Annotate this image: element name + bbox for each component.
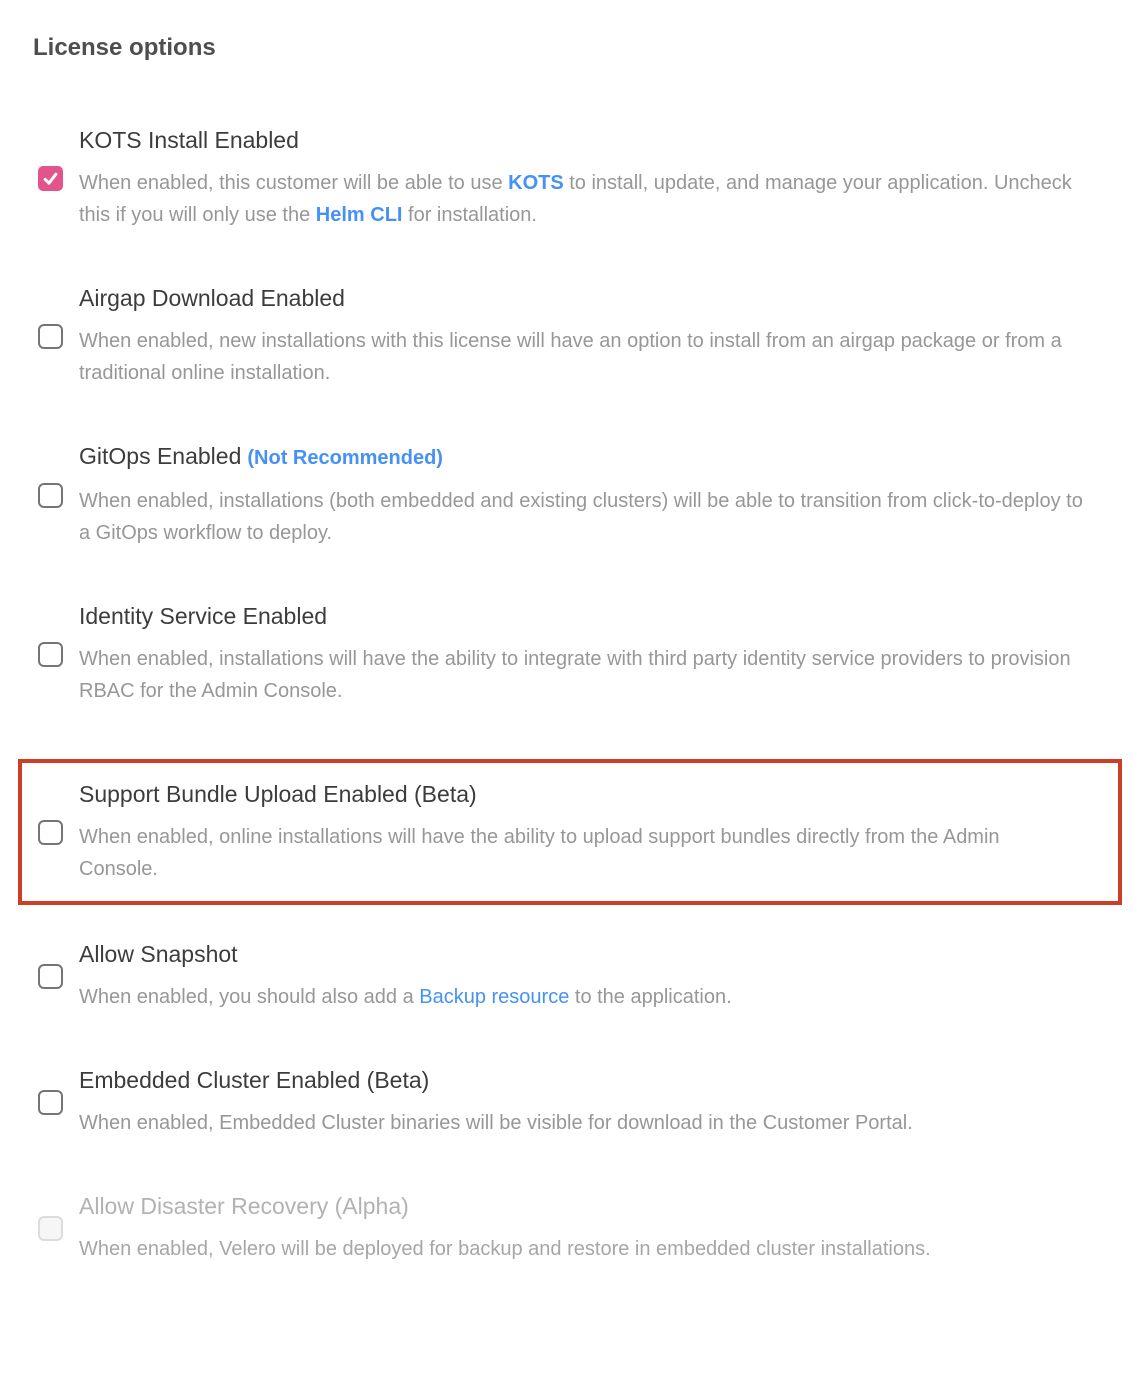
identity-service-enabled-description: [79, 643, 1084, 707]
checkbox-column: [33, 324, 79, 349]
description-text: to install, update, and manage your application. Uncheck this if you will only use the: [79, 172, 1072, 226]
support-bundle-upload-enabled-checkbox[interactable]: [38, 820, 63, 845]
backup-resource-link[interactable]: Backup resource: [419, 986, 570, 1008]
option-content: [79, 939, 1084, 1013]
option-title: [79, 1065, 1084, 1095]
option-title: [79, 939, 1084, 969]
option-title: [79, 441, 1084, 473]
checkbox-column: [33, 642, 79, 667]
option-content: [79, 1065, 1084, 1139]
option-title-text: Identity Service Enabled: [79, 603, 328, 629]
support-bundle-upload-enabled-description: [79, 821, 1084, 885]
option-row-gitops-enabled: [33, 441, 1102, 549]
kots-link[interactable]: KOTS: [508, 172, 564, 194]
option-title-text: Airgap Download Enabled: [79, 285, 345, 311]
description-text: to the application.: [569, 986, 732, 1008]
option-row-kots-install-enabled: [33, 125, 1102, 231]
checkbox-column: [33, 483, 79, 508]
option-content: [79, 601, 1084, 707]
checkbox-column: [33, 964, 79, 989]
checkmark-icon: [42, 170, 59, 187]
option-title-text: Support Bundle Upload Enabled (Beta): [79, 781, 477, 807]
description-text: When enabled, you should also add a: [79, 986, 420, 1008]
description-text: When enabled, this customer will be able to use: [79, 172, 509, 194]
allow-disaster-recovery-checkbox: [38, 1216, 63, 1241]
option-content: [79, 1191, 1084, 1265]
embedded-cluster-enabled-checkbox[interactable]: [38, 1090, 63, 1115]
description-text: When enabled, Embedded Cluster binaries will be visible for download in the Customer Portal.: [79, 1112, 913, 1134]
airgap-download-enabled-description: [79, 325, 1084, 389]
allow-snapshot-checkbox[interactable]: [38, 964, 63, 989]
helm-cli-link[interactable]: Helm CLI: [315, 204, 403, 226]
option-title: [79, 779, 1084, 809]
option-row-embedded-cluster-enabled: [33, 1065, 1102, 1139]
option-content: [79, 125, 1084, 231]
gitops-enabled-checkbox[interactable]: [38, 483, 63, 508]
description-text: When enabled, installations (both embedded and existing clusters) will be able to transition from click-to-deploy to a GitOps workflow to deploy.: [79, 490, 1083, 544]
option-title-text: Allow Snapshot: [79, 941, 238, 967]
description-text: for installation.: [402, 204, 537, 226]
option-row-airgap-download-enabled: [33, 283, 1102, 389]
option-content: [79, 441, 1084, 549]
description-text: When enabled, Velero will be deployed for backup and restore in embedded cluster installations.: [79, 1238, 931, 1260]
option-title-text: Allow Disaster Recovery (Alpha): [79, 1193, 409, 1219]
checkbox-column: [33, 166, 79, 191]
embedded-cluster-enabled-description: [79, 1107, 1084, 1139]
checkbox-column: [33, 1216, 79, 1241]
checkbox-column: [33, 1090, 79, 1115]
identity-service-enabled-checkbox[interactable]: [38, 642, 63, 667]
option-title: [79, 283, 1084, 313]
license-options-list: [33, 125, 1102, 1265]
page-title: License options: [33, 34, 216, 61]
description-text: When enabled, installations will have the ability to integrate with third party identity service providers to provision RBAC for the Admin Console.: [79, 648, 1071, 702]
option-row-identity-service-enabled: [33, 601, 1102, 707]
option-title: [79, 1191, 1084, 1221]
option-title-text: GitOps Enabled: [79, 443, 242, 469]
checkbox-column: [33, 820, 79, 845]
kots-install-enabled-description: [79, 167, 1084, 231]
option-row-allow-snapshot: [33, 939, 1102, 1013]
highlight-annotation-box: [18, 759, 1122, 905]
allow-disaster-recovery-description: [79, 1233, 1084, 1265]
option-content: [79, 779, 1084, 885]
option-row-allow-disaster-recovery: [33, 1191, 1102, 1265]
description-text: When enabled, online installations will have the ability to upload support bundles directly from the Admin Console.: [79, 826, 1000, 880]
description-text: When enabled, new installations with this license will have an option to install from an airgap package or from a traditional online installation.: [79, 330, 1062, 384]
option-title-text: Embedded Cluster Enabled (Beta): [79, 1067, 430, 1093]
option-title: [79, 125, 1084, 155]
option-title-text: KOTS Install Enabled: [79, 127, 299, 153]
allow-snapshot-description: [79, 981, 1084, 1013]
option-title: [79, 601, 1084, 631]
option-title-note: (Not Recommended): [247, 447, 443, 469]
gitops-enabled-description: [79, 485, 1084, 549]
option-content: [79, 283, 1084, 389]
kots-install-enabled-checkbox[interactable]: [38, 166, 63, 191]
airgap-download-enabled-checkbox[interactable]: [38, 324, 63, 349]
option-row-support-bundle-upload-enabled: [33, 779, 1098, 885]
